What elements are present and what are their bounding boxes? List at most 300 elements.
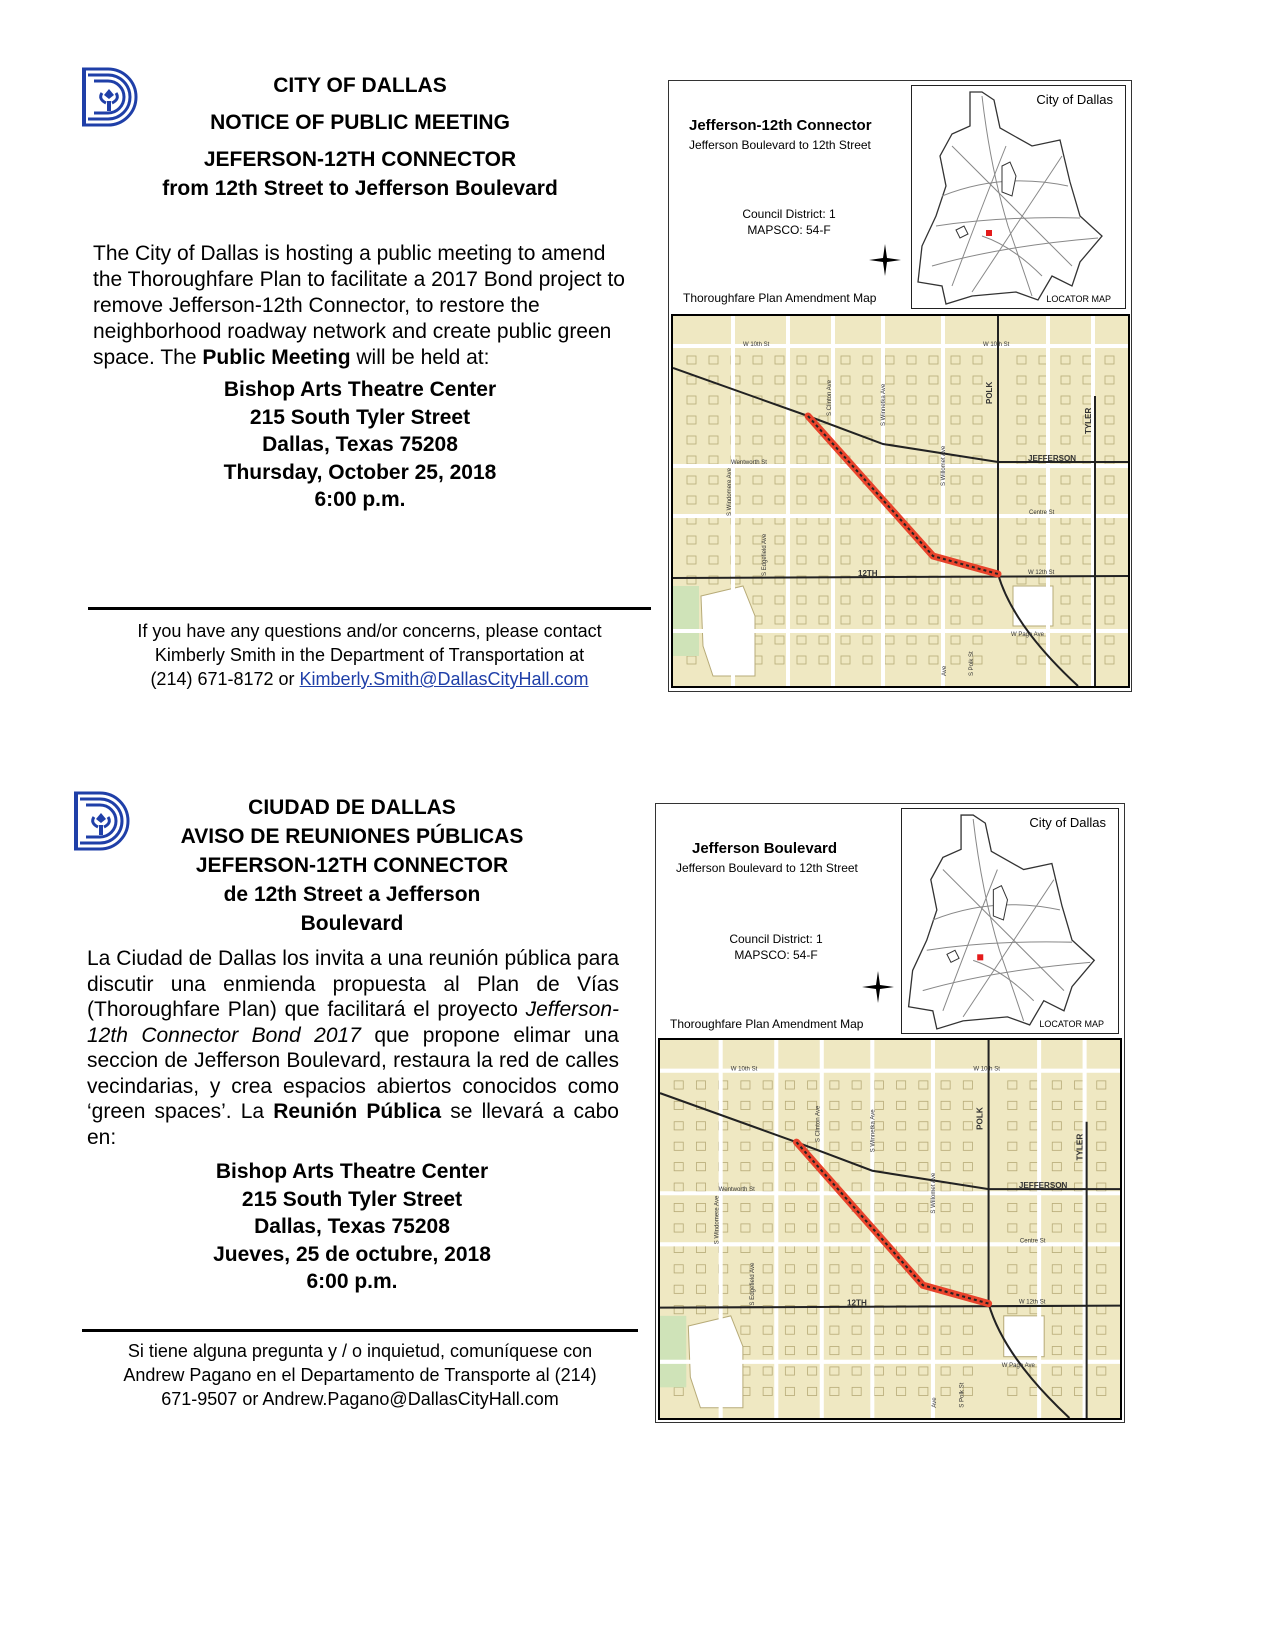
building: [951, 496, 960, 504]
building: [763, 1326, 772, 1334]
building: [1052, 1265, 1061, 1273]
building: [674, 1224, 683, 1232]
dallas-outline-icon: [902, 809, 1118, 1033]
building: [973, 536, 982, 544]
building: [852, 1142, 861, 1150]
building: [885, 356, 894, 364]
building: [797, 356, 806, 364]
street-label: W Page Ave: [1011, 632, 1044, 638]
building: [830, 1203, 839, 1211]
building: [785, 1346, 794, 1354]
building: [763, 1142, 772, 1150]
building: [775, 656, 784, 664]
locator-marker: [977, 954, 983, 960]
venue-city: Dallas, Texas 75208: [262, 433, 458, 456]
building: [1097, 1326, 1106, 1334]
building: [1097, 1387, 1106, 1395]
building: [963, 1163, 972, 1171]
building: [874, 1265, 883, 1273]
street-label: Ave: [942, 665, 948, 676]
park-area: [660, 1316, 686, 1388]
building: [919, 1122, 928, 1130]
header-project: JEFERSON-12TH CONNECTOR: [203, 148, 517, 171]
spanish-map-frame: [655, 803, 1125, 1423]
building: [696, 1183, 705, 1191]
building: [1097, 1163, 1106, 1171]
building: [1083, 376, 1092, 384]
building: [852, 1387, 861, 1395]
building: [797, 476, 806, 484]
building: [775, 356, 784, 364]
street-label: JEFFERSON: [1028, 454, 1077, 463]
road-12th: [673, 576, 1128, 578]
building: [885, 596, 894, 604]
street-label: TYLER: [1084, 407, 1093, 434]
map-district: Council District: 1: [729, 932, 823, 946]
building: [1017, 416, 1026, 424]
building: [885, 556, 894, 564]
building: [1061, 436, 1070, 444]
building: [973, 396, 982, 404]
building: [830, 1387, 839, 1395]
street-label: S Polk St: [969, 651, 975, 676]
building: [785, 1224, 794, 1232]
building: [1075, 1326, 1084, 1334]
building: [1105, 396, 1114, 404]
street-label: TYLER: [1075, 1133, 1085, 1161]
building: [1105, 436, 1114, 444]
building: [1075, 1101, 1084, 1109]
street-label: W Page Ave: [1001, 1361, 1035, 1369]
spanish-header: [142, 797, 562, 934]
building: [741, 1142, 750, 1150]
building: [763, 1101, 772, 1109]
building: [830, 1163, 839, 1171]
building: [808, 1367, 817, 1375]
building: [775, 636, 784, 644]
building: [941, 1122, 950, 1130]
intro-tail: se llevará a cabo en:: [87, 1100, 619, 1149]
building: [830, 1285, 839, 1293]
locator-map: [911, 85, 1126, 309]
building: [1105, 376, 1114, 384]
building: [1061, 596, 1070, 604]
building: [929, 456, 938, 464]
building: [963, 1224, 972, 1232]
building: [785, 1387, 794, 1395]
building: [785, 1183, 794, 1191]
building: [819, 556, 828, 564]
building: [897, 1101, 906, 1109]
building: [1097, 1265, 1106, 1273]
building: [1008, 1224, 1017, 1232]
building: [919, 1101, 928, 1109]
building: [897, 1285, 906, 1293]
building: [885, 376, 894, 384]
building: [841, 656, 850, 664]
venue-time: 6:00 p.m.: [306, 1270, 398, 1293]
building: [963, 1346, 972, 1354]
building: [973, 416, 982, 424]
building: [951, 616, 960, 624]
spanish-intro-rest: [87, 1048, 619, 1152]
building: [696, 1265, 705, 1273]
building: [1105, 636, 1114, 644]
building: [919, 1346, 928, 1354]
locator-label: LOCATOR MAP: [1039, 1019, 1104, 1029]
building: [775, 476, 784, 484]
intro-text: La Ciudad de Dallas los invita a una reunión pública para discutir una enmienda propuesta al Plan de Vías (Thoroughfare Plan) que facilitará el proyecto: [87, 947, 619, 1021]
building: [819, 456, 828, 464]
street-map-es: [658, 1038, 1122, 1420]
north-arrow-icon: [862, 971, 894, 1003]
building: [687, 396, 696, 404]
contact-line1: If you have any questions and/or concerns, please contact: [137, 621, 602, 641]
street-label: S Windomere Ave: [713, 1195, 721, 1245]
building: [897, 1081, 906, 1089]
building: [874, 1081, 883, 1089]
building: [709, 496, 718, 504]
building: [785, 1203, 794, 1211]
minor-streets: [673, 316, 1128, 686]
building: [674, 1265, 683, 1273]
building: [941, 1203, 950, 1211]
building: [753, 596, 762, 604]
english-contact: [88, 619, 651, 691]
building: [709, 356, 718, 364]
building: [819, 536, 828, 544]
venue-date: Jueves, 25 de octubre, 2018: [213, 1242, 491, 1266]
divider-line: [88, 607, 651, 610]
map-subtitle: Jefferson Boulevard to 12th Street: [676, 861, 858, 875]
building: [763, 1081, 772, 1089]
building: [852, 1122, 861, 1130]
building: [775, 396, 784, 404]
building: [674, 1387, 683, 1395]
building: [885, 476, 894, 484]
building: [1061, 616, 1070, 624]
building: [741, 1203, 750, 1211]
building: [753, 536, 762, 544]
building: [963, 1326, 972, 1334]
building: [941, 1224, 950, 1232]
building: [674, 1285, 683, 1293]
building: [852, 1326, 861, 1334]
building: [941, 1101, 950, 1109]
building: [1097, 1142, 1106, 1150]
building: [941, 1326, 950, 1334]
building: [885, 436, 894, 444]
building: [1052, 1387, 1061, 1395]
map-district-info: [706, 931, 846, 963]
street-label: Ave: [931, 1397, 938, 1408]
contact-email-link[interactable]: Kimberly.Smith@DallasCityHall.com: [299, 669, 589, 689]
building: [1105, 496, 1114, 504]
building: [830, 1122, 839, 1130]
building: [1105, 576, 1114, 584]
venue-time: 6:00 p.m.: [314, 488, 406, 511]
building: [785, 1101, 794, 1109]
building: [830, 1326, 839, 1334]
building: [874, 1346, 883, 1354]
building: [1052, 1163, 1061, 1171]
building: [785, 1265, 794, 1273]
building: [1061, 536, 1070, 544]
building: [841, 376, 850, 384]
building: [863, 536, 872, 544]
building: [1008, 1122, 1017, 1130]
street-label: Centre St: [1019, 1237, 1046, 1245]
venue-name: Bishop Arts Theatre Center: [223, 378, 497, 401]
building: [897, 1387, 906, 1395]
building: [797, 616, 806, 624]
minor-streets: [660, 1040, 1120, 1418]
building: [797, 416, 806, 424]
building: [951, 476, 960, 484]
building: [1017, 476, 1026, 484]
building: [785, 1122, 794, 1130]
building: [696, 1285, 705, 1293]
building: [797, 396, 806, 404]
building: [1061, 556, 1070, 564]
building: [763, 1285, 772, 1293]
building: [929, 536, 938, 544]
spanish-contact: [82, 1339, 638, 1411]
building: [1061, 416, 1070, 424]
header-notice: AVISO DE REUNIONES PÚBLICAS: [180, 825, 524, 848]
building: [951, 376, 960, 384]
building: [1075, 1306, 1084, 1314]
building: [1097, 1306, 1106, 1314]
map-subtitle: Jefferson Boulevard to 12th Street: [689, 138, 871, 152]
building: [1061, 496, 1070, 504]
building: [819, 656, 828, 664]
building: [885, 616, 894, 624]
building: [763, 1163, 772, 1171]
building: [674, 1081, 683, 1089]
building: [963, 1203, 972, 1211]
building: [852, 1183, 861, 1191]
city-of-dallas-logo: [72, 789, 134, 853]
building: [753, 496, 762, 504]
venue-name: Bishop Arts Theatre Center: [215, 1160, 489, 1183]
building: [763, 1224, 772, 1232]
building: [941, 1367, 950, 1375]
contact-line3: 671-9507 or Andrew.Pagano@DallasCityHall.com: [161, 1389, 559, 1409]
building: [1052, 1224, 1061, 1232]
building: [1008, 1081, 1017, 1089]
building: [763, 1387, 772, 1395]
building: [687, 556, 696, 564]
building: [941, 1183, 950, 1191]
street-label: S Winnetka Ave: [869, 1109, 877, 1153]
building: [753, 416, 762, 424]
street-label: Centre St: [1029, 510, 1055, 516]
building: [1105, 616, 1114, 624]
building: [951, 636, 960, 644]
building: [1052, 1346, 1061, 1354]
building: [1008, 1142, 1017, 1150]
english-venue: [150, 376, 570, 514]
building: [687, 376, 696, 384]
contact-line2: Kimberly Smith in the Department of Transportation at: [154, 645, 585, 665]
divider-line: [82, 1329, 638, 1332]
building: [929, 636, 938, 644]
building: [973, 496, 982, 504]
building: [1083, 656, 1092, 664]
building: [696, 1142, 705, 1150]
building: [674, 1142, 683, 1150]
building: [941, 1346, 950, 1354]
contact-line3: [88, 667, 651, 691]
building: [897, 1163, 906, 1171]
building: [687, 656, 696, 664]
building: [1075, 1346, 1084, 1354]
building: [763, 1367, 772, 1375]
building: [753, 376, 762, 384]
building: [741, 1326, 750, 1334]
building: [1008, 1203, 1017, 1211]
building: [763, 1346, 772, 1354]
park-area: [673, 586, 699, 656]
building: [919, 1224, 928, 1232]
street-label: POLK: [975, 1107, 985, 1130]
building: [819, 636, 828, 644]
contact-line2: Andrew Pagano en el Departamento de Transporte al (214): [123, 1365, 597, 1385]
building: [1017, 396, 1026, 404]
street-label: 12TH: [847, 1298, 867, 1308]
street-label: S Clinton Ave: [814, 1105, 822, 1143]
building: [1008, 1163, 1017, 1171]
building: [819, 476, 828, 484]
building: [1083, 476, 1092, 484]
building: [874, 1183, 883, 1191]
building: [919, 1163, 928, 1171]
header-extent: de 12th Street a Jefferson: [223, 883, 481, 906]
building: [897, 1224, 906, 1232]
street-label: S Winnetka Ave: [881, 383, 887, 426]
building: [709, 536, 718, 544]
building: [763, 1203, 772, 1211]
building: [819, 356, 828, 364]
building: [763, 1183, 772, 1191]
building: [885, 636, 894, 644]
building: [1061, 476, 1070, 484]
building: [852, 1346, 861, 1354]
building: [1083, 616, 1092, 624]
building: [941, 1265, 950, 1273]
building: [1097, 1224, 1106, 1232]
building: [951, 356, 960, 364]
building: [1105, 656, 1114, 664]
building: [929, 496, 938, 504]
english-intro: [93, 241, 633, 371]
building: [907, 496, 916, 504]
building: [1052, 1285, 1061, 1293]
english-header: [150, 75, 570, 199]
locator-map: [901, 808, 1119, 1034]
building: [1075, 1387, 1084, 1395]
building: [1075, 1224, 1084, 1232]
street-label: 12TH: [858, 569, 878, 578]
building: [919, 1081, 928, 1089]
building: [863, 636, 872, 644]
building: [863, 356, 872, 364]
building: [907, 476, 916, 484]
building: [1075, 1163, 1084, 1171]
map-caption: Thoroughfare Plan Amendment Map: [670, 1017, 864, 1031]
intro-text: The City of Dallas is hosting a public meeting to amend the Thoroughfare Plan to facilitate a 2017 Bond project to remove Jefferson-12th Connector, to restore the neighborhood roadway network and create public green space. The: [93, 242, 625, 369]
dallas-outline-icon: [912, 86, 1125, 308]
building: [907, 396, 916, 404]
building: [841, 536, 850, 544]
street-label: W 10th St: [743, 342, 770, 348]
map-district-info: [719, 206, 859, 238]
building: [897, 1203, 906, 1211]
contact-line1: Si tiene alguna pregunta y / o inquietud, comuníquese con: [127, 1341, 593, 1361]
building: [863, 496, 872, 504]
building: [775, 616, 784, 624]
venue-street: 215 South Tyler Street: [241, 1187, 463, 1211]
building: [951, 536, 960, 544]
building: [963, 1081, 972, 1089]
building: [863, 376, 872, 384]
building: [907, 596, 916, 604]
building: [687, 436, 696, 444]
building: [1052, 1081, 1061, 1089]
intro-text-2: seccion de Jefferson Boulevard, restaura la red de calles vecindarias, y crea espacios abiertos conocidos como ‘green spaces’. La: [87, 1049, 619, 1123]
building: [785, 1367, 794, 1375]
building: [1008, 1101, 1017, 1109]
road-jefferson: [673, 368, 1128, 462]
building: [1075, 1081, 1084, 1089]
intro-italic: Jefferson-12th Connector Bond 2017: [87, 998, 619, 1047]
building: [885, 456, 894, 464]
building: [951, 656, 960, 664]
building: [797, 596, 806, 604]
building: [785, 1326, 794, 1334]
building: [687, 456, 696, 464]
building: [1052, 1203, 1061, 1211]
building: [687, 476, 696, 484]
building: [929, 356, 938, 364]
building: [907, 456, 916, 464]
connector-centerline: [808, 416, 998, 574]
street-label: S Willomet Ave: [930, 1172, 937, 1214]
building: [897, 1326, 906, 1334]
building: [808, 1203, 817, 1211]
building: [1083, 436, 1092, 444]
street-label: S Windomere Ave: [727, 468, 733, 516]
locator-title: City of Dallas: [1029, 815, 1106, 830]
building: [1097, 1081, 1106, 1089]
building: [753, 476, 762, 484]
locator-label: LOCATOR MAP: [1046, 294, 1111, 304]
building: [775, 536, 784, 544]
building: [797, 436, 806, 444]
building: [885, 656, 894, 664]
header-extent-2: Boulevard: [300, 912, 404, 935]
building: [1017, 536, 1026, 544]
building: [830, 1265, 839, 1273]
building: [963, 1285, 972, 1293]
building: [941, 1387, 950, 1395]
building: [874, 1367, 883, 1375]
building: [1075, 1122, 1084, 1130]
street-label: Wentworth St: [718, 1186, 755, 1194]
building: [797, 556, 806, 564]
street-label: W 10th St: [973, 1065, 1000, 1073]
